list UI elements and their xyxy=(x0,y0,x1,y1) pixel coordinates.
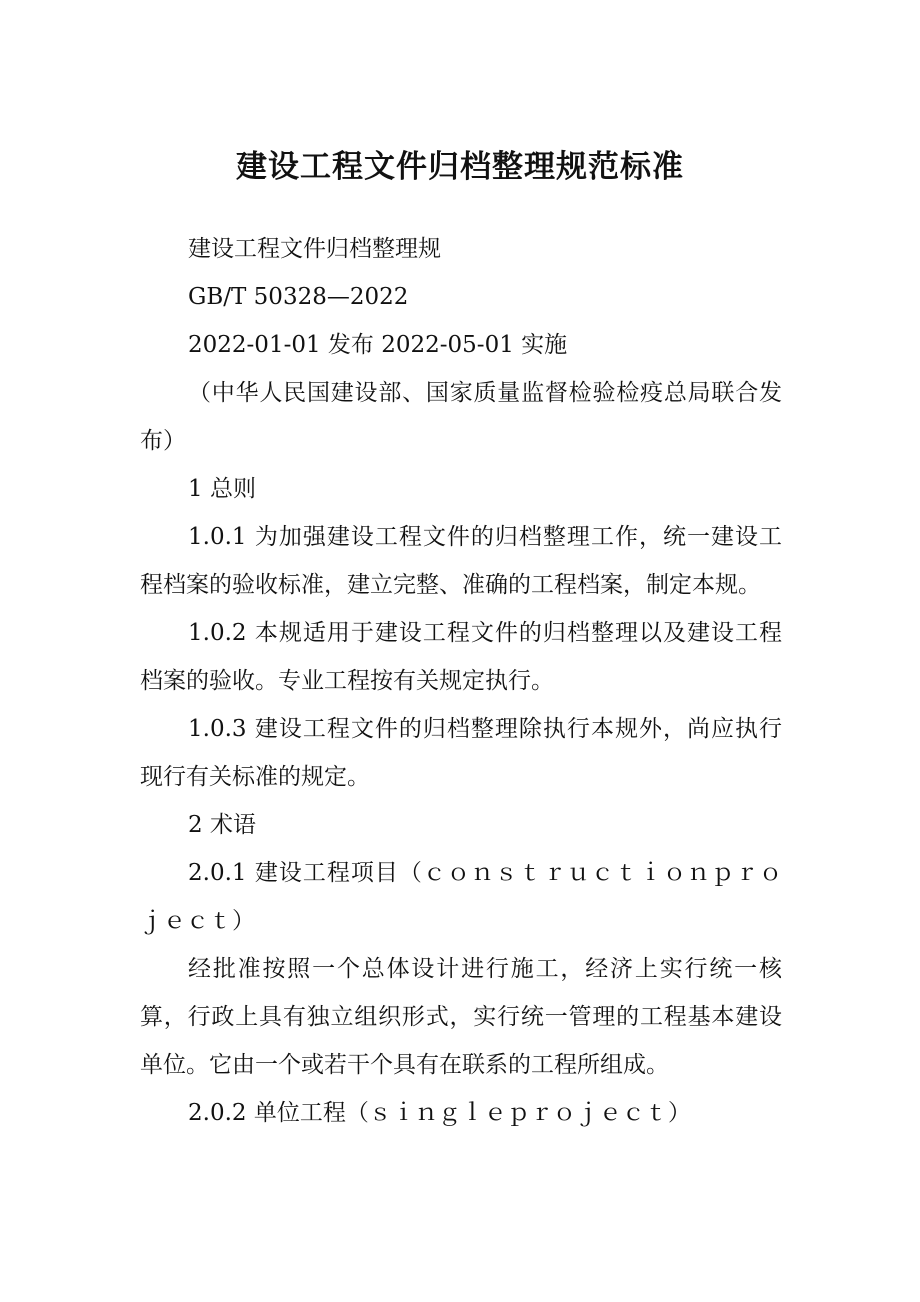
term-2-0-2: 2.0.2 单位工程（ｓｉｎｇｌｅｐｒｏｊｅｃｔ） xyxy=(188,1100,691,1126)
document-subtitle: 建设工程文件归档整理规 xyxy=(188,236,441,262)
clause-1-0-1: 1.0.1 为加强建设工程文件的归档整理工作，统一建设工程档案的验收标准，建立完整、准确的工程档案，制定本规。 xyxy=(140,524,782,598)
publish-dates: 2022-01-01 发布 2022-05-01 实施 xyxy=(188,332,568,358)
section-heading-terms: 2 术语 xyxy=(188,812,256,838)
clause-1-0-2: 1.0.2 本规适用于建设工程文件的归档整理以及建设工程档案的验收。专业工程按有关规定执行。 xyxy=(140,620,782,694)
document-title: 建设工程文件归档整理规范标准 xyxy=(236,149,684,185)
term-2-0-1: 2.0.1 建设工程项目（ｃｏｎｓｔｒｕｃｔｉｏｎｐｒｏｊｅｃｔ） xyxy=(140,860,782,934)
clause-1-0-3: 1.0.3 建设工程文件的归档整理除执行本规外，尚应执行现行有关标准的规定。 xyxy=(140,716,782,790)
standard-number: GB/T 50328—2022 xyxy=(188,284,409,310)
section-heading-general: 1 总则 xyxy=(188,476,256,502)
document-body xyxy=(140,225,782,1137)
term-2-0-1-definition: 经批准按照一个总体设计进行施工，经济上实行统一核算，行政上具有独立组织形式，实行统一管理的工程基本建设单位。它由一个或若干个具有在联系的工程所组成。 xyxy=(140,956,782,1078)
issuing-authority: （中华人民国建设部、国家质量监督检验检疫总局联合发布） xyxy=(140,380,782,454)
